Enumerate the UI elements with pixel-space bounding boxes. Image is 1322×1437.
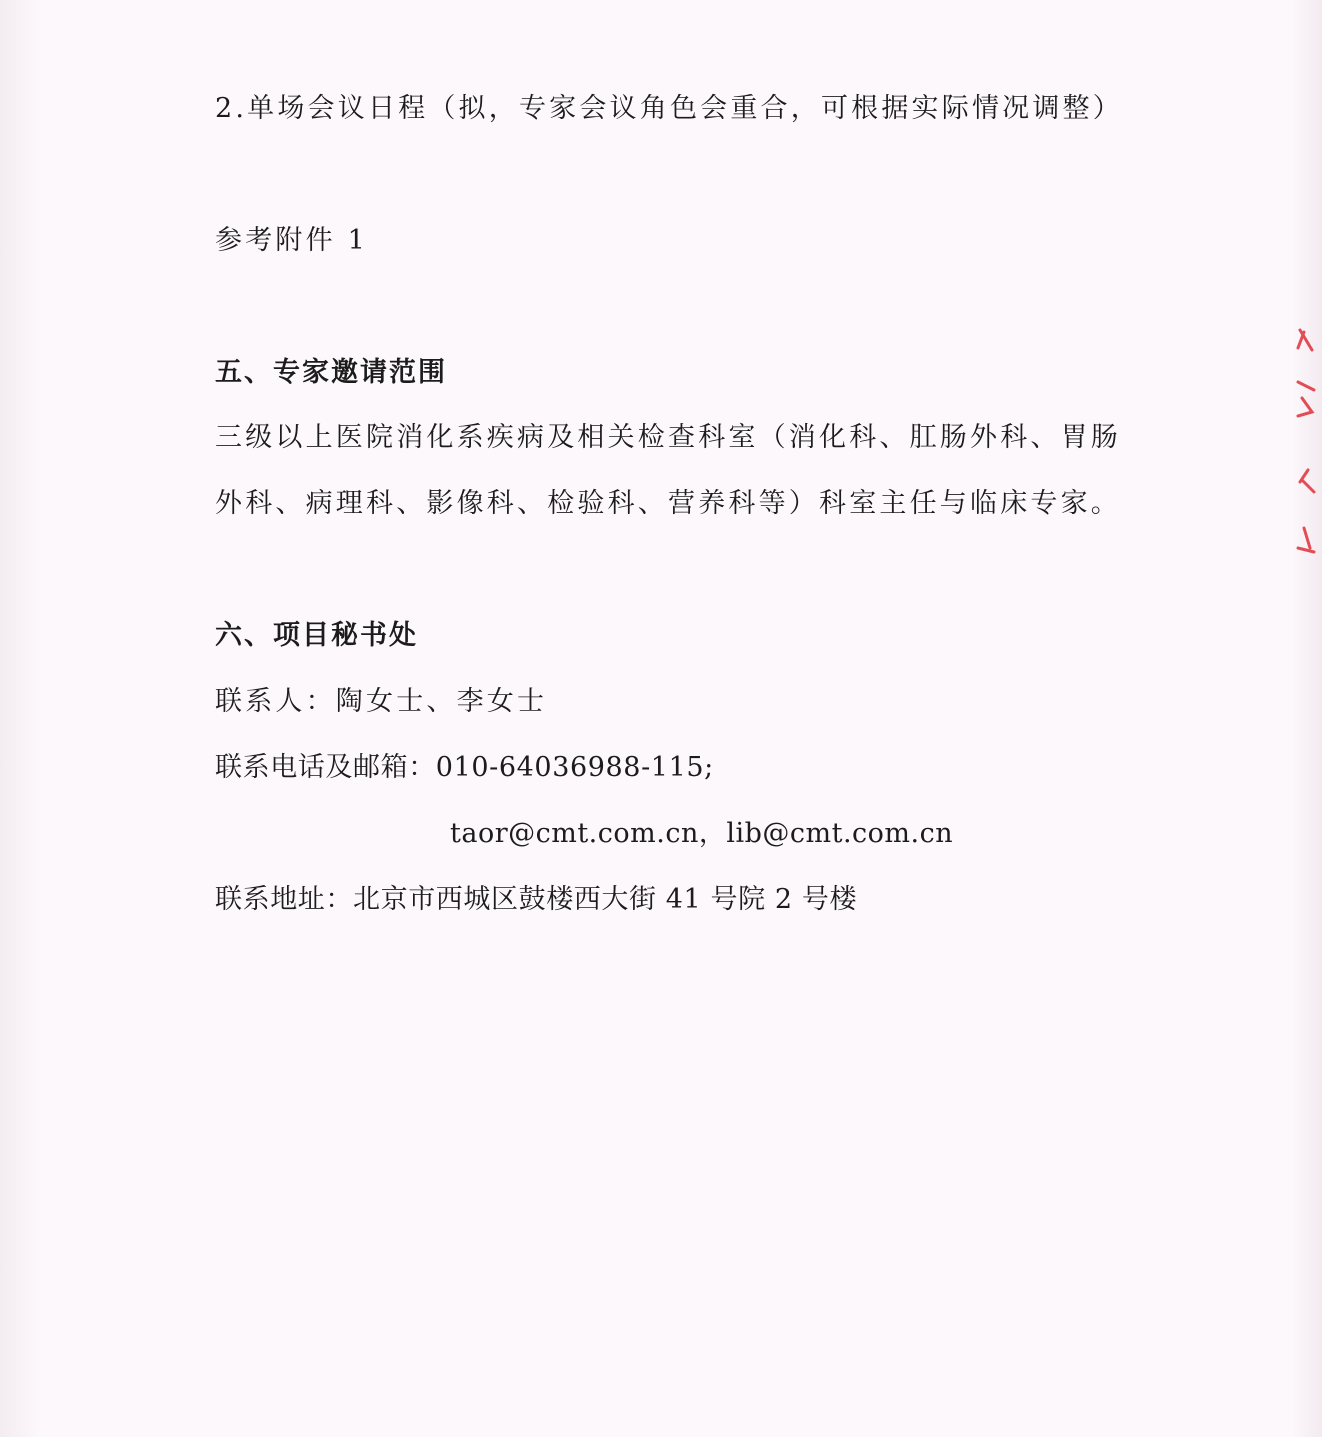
section-6-heading: 六、项目秘书处 — [215, 620, 418, 651]
contact-address: 联系地址：北京市西城区鼓楼西大街 41 号院 2 号楼 — [215, 884, 858, 915]
red-seal-fragment — [1290, 320, 1320, 570]
schedule-item-2: 2.单场会议日程（拟，专家会议角色会重合，可根据实际情况调整） — [215, 93, 1123, 124]
contact-person: 联系人：陶女士、李女士 — [215, 686, 548, 717]
contact-emails: taor@cmt.com.cn，lib@cmt.com.cn — [450, 818, 954, 849]
section-5-line-2: 外科、病理科、影像科、检验科、营养科等）科室主任与临床专家。 — [215, 488, 1121, 519]
section-5-line-1: 三级以上医院消化系疾病及相关检查科室（消化科、肛肠外科、胃肠 — [215, 422, 1121, 453]
contact-phone: 联系电话及邮箱：010-64036988-115; — [215, 752, 714, 783]
section-5-heading: 五、专家邀请范围 — [215, 357, 447, 388]
reference-attachment: 参考附件 1 — [215, 225, 368, 256]
